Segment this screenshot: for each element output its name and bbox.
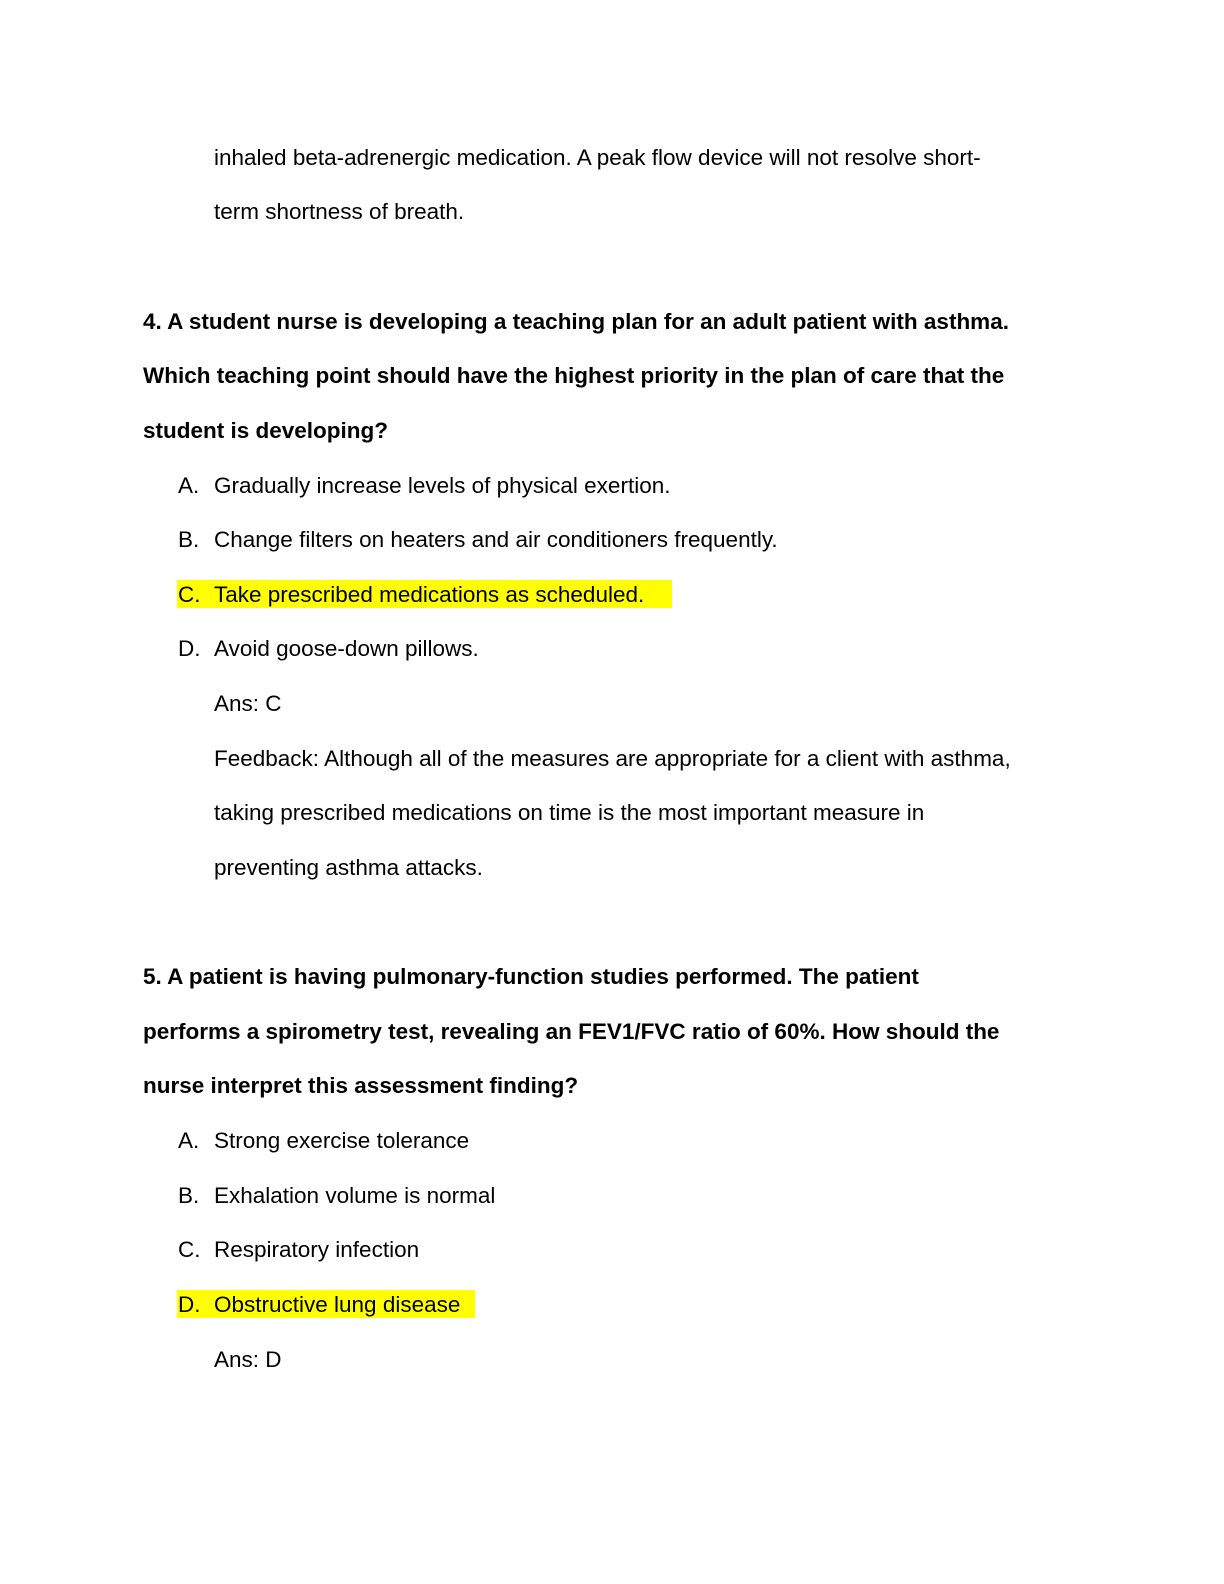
q5-option-a-letter: A. <box>178 1128 200 1153</box>
q4-option-c-letter: C. <box>178 582 201 607</box>
q5-option-c-letter: C. <box>178 1237 201 1262</box>
q5-option-a-text: Strong exercise tolerance <box>214 1128 470 1153</box>
q4-question-line-1: 4. A student nurse is developing a teaching plan for an adult patient with asthma. <box>143 309 1009 334</box>
q4-feedback-line-1: Feedback: Although all of the measures are appropriate for a client with asthma, <box>214 746 1011 771</box>
q5-question-line-3: nurse interpret this assessment finding? <box>143 1073 579 1098</box>
prev-feedback-line-1: inhaled beta-adrenergic medication. A peak flow device will not resolve short- <box>214 145 981 170</box>
q5-answer: Ans: D <box>214 1347 282 1372</box>
q4-option-b-text: Change filters on heaters and air conditioners frequently. <box>214 527 778 552</box>
q5-option-b-text: Exhalation volume is normal <box>214 1183 496 1208</box>
q5-option-b-letter: B. <box>178 1183 200 1208</box>
q4-question-line-2: Which teaching point should have the highest priority in the plan of care that the <box>143 363 1005 388</box>
q5-option-d-text: Obstructive lung disease <box>214 1292 461 1317</box>
q4-feedback-line-2: taking prescribed medications on time is the most important measure in <box>214 800 925 825</box>
q4-option-a-letter: A. <box>178 473 200 498</box>
q4-option-d-text: Avoid goose-down pillows. <box>214 636 479 661</box>
q4-option-d-letter: D. <box>178 636 201 661</box>
q5-question-line-1: 5. A patient is having pulmonary-function studies performed. The patient <box>143 964 919 989</box>
q4-answer: Ans: C <box>214 691 282 716</box>
q4-question-line-3: student is developing? <box>143 418 389 443</box>
q4-option-a-text: Gradually increase levels of physical exertion. <box>214 473 671 498</box>
q4-option-b-letter: B. <box>178 527 200 552</box>
q5-option-d-letter: D. <box>178 1292 201 1317</box>
prev-feedback-line-2: term shortness of breath. <box>214 199 465 224</box>
q5-question-line-2: performs a spirometry test, revealing an FEV1/FVC ratio of 60%. How should the <box>143 1019 1000 1044</box>
q4-option-c-text: Take prescribed medications as scheduled. <box>214 582 645 607</box>
q5-option-c-text: Respiratory infection <box>214 1237 420 1262</box>
q4-feedback-line-3: preventing asthma attacks. <box>214 855 483 880</box>
